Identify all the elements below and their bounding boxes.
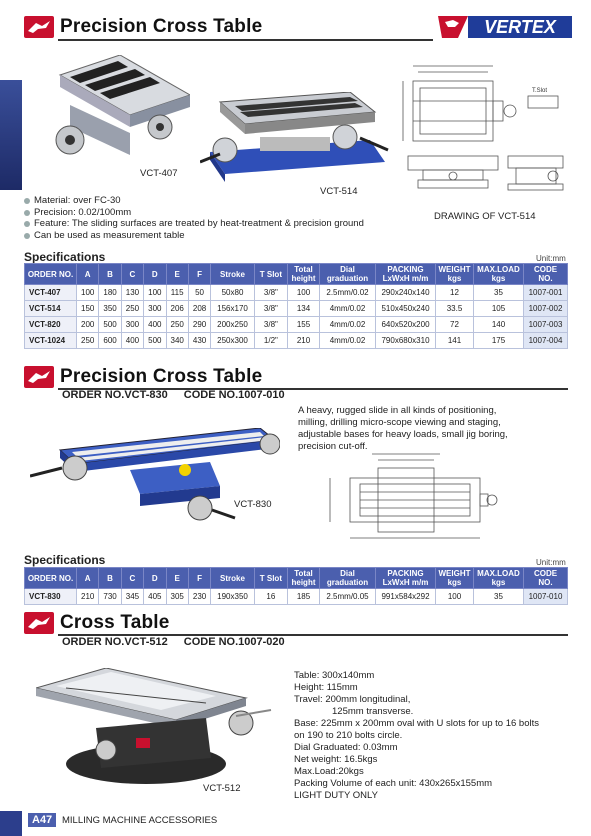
col-tslot: T Slot xyxy=(254,264,287,285)
vct-512-caption: VCT-512 xyxy=(203,783,241,794)
spec-line: Dial Graduated: 0.03mm xyxy=(294,742,398,753)
cell: VCT-830 xyxy=(25,589,77,605)
cell: 290x240x140 xyxy=(376,285,436,301)
cell: 4mm/0.02 xyxy=(320,301,376,317)
cell: 2.5mm/0.05 xyxy=(320,589,376,605)
cell: 12 xyxy=(436,285,474,301)
spec-line: LIGHT DUTY ONLY xyxy=(294,790,378,801)
cell: VCT-514 xyxy=(25,301,77,317)
cell: 130 xyxy=(121,285,143,301)
cell: 1007-003 xyxy=(524,317,568,333)
cell: 4mm/0.02 xyxy=(320,333,376,349)
col-c: C xyxy=(121,568,143,589)
cell: 180 xyxy=(99,285,121,301)
page-number: A47 xyxy=(28,813,56,827)
cell: 50x80 xyxy=(211,285,255,301)
code-no: CODE NO.1007-010 xyxy=(183,389,285,401)
page-footer xyxy=(0,811,591,836)
cell: VCT-407 xyxy=(25,285,77,301)
cell: 200x250 xyxy=(211,317,255,333)
spec-line: Base: 225mm x 200mm oval with U slots for up to 16 bolts xyxy=(294,718,539,729)
col-a: A xyxy=(77,568,99,589)
cell: 105 xyxy=(474,301,524,317)
cell: 730 xyxy=(99,589,121,605)
cell: 405 xyxy=(144,589,166,605)
cell: 208 xyxy=(188,301,210,317)
spec-line: Travel: 200mm longitudinal, xyxy=(294,694,411,705)
vct-512-image xyxy=(36,668,276,788)
cell: 250x300 xyxy=(211,333,255,349)
cell: 190x350 xyxy=(211,589,255,605)
col-order: ORDER NO. xyxy=(25,264,77,285)
cell: 210 xyxy=(288,333,320,349)
side-tab xyxy=(0,80,22,190)
col-b: B xyxy=(99,568,121,589)
col-dial: Dial graduation xyxy=(320,264,376,285)
cell: 345 xyxy=(121,589,143,605)
vct-407-caption: VCT-407 xyxy=(140,168,178,179)
cell: 230 xyxy=(188,589,210,605)
cell: 790x680x310 xyxy=(376,333,436,349)
cell: 250 xyxy=(121,301,143,317)
order-line-2 xyxy=(62,389,301,401)
cell: 400 xyxy=(121,333,143,349)
col-code: CODE NO. xyxy=(524,568,568,589)
cell: 100 xyxy=(144,285,166,301)
col-stroke: Stroke xyxy=(211,264,255,285)
section3-title: Cross Table xyxy=(60,612,170,633)
feature-item: Precision: 0.02/100mm xyxy=(24,207,364,219)
cell: 2.5mm/0.02 xyxy=(320,285,376,301)
cell: 250 xyxy=(166,317,188,333)
col-height: Total height xyxy=(288,568,320,589)
cell: 250 xyxy=(77,333,99,349)
cell: 185 xyxy=(288,589,320,605)
cell: 430 xyxy=(188,333,210,349)
feature-item: Feature: The sliding surfaces are treated by heat-treatment & precision ground xyxy=(24,218,364,230)
spec-line: Packing Volume of each unit: 430x265x155mm xyxy=(294,778,493,789)
cell: 1007-001 xyxy=(524,285,568,301)
section3-specs xyxy=(294,670,584,802)
cell: 600 xyxy=(99,333,121,349)
order-no: ORDER NO.VCT-830 xyxy=(62,389,168,401)
spec-line: Net weight: 16.5kgs xyxy=(294,754,378,765)
feature-item: Can be used as measurement table xyxy=(24,230,364,242)
table-row xyxy=(25,317,568,333)
col-weight: WEIGHT kgs xyxy=(436,264,474,285)
col-dial: Dial graduation xyxy=(320,568,376,589)
col-packing: PACKING LxWxH m/m xyxy=(376,568,436,589)
cell: 35 xyxy=(474,285,524,301)
eagle-logo-icon xyxy=(24,612,54,634)
cell: 156x170 xyxy=(211,301,255,317)
cell: 1007-004 xyxy=(524,333,568,349)
col-d: D xyxy=(144,568,166,589)
col-b: B xyxy=(99,264,121,285)
spec-title-2: Specifications xyxy=(24,553,106,567)
footer-text: MILLING MACHINE ACCESSORIES xyxy=(62,815,218,826)
drawing-vct-514 xyxy=(398,56,578,206)
drawing-vct-830 xyxy=(320,450,500,546)
order-no: ORDER NO.VCT-512 xyxy=(62,636,168,648)
vct-514-caption: VCT-514 xyxy=(320,186,358,197)
feature-list xyxy=(24,195,364,241)
eagle-logo-icon xyxy=(24,366,54,388)
table-row xyxy=(25,333,568,349)
cell: 991x584x292 xyxy=(376,589,436,605)
cell: 35 xyxy=(474,589,524,605)
cell: 350 xyxy=(99,301,121,317)
cell: 155 xyxy=(288,317,320,333)
cell: 4mm/0.02 xyxy=(320,317,376,333)
vct-514-image xyxy=(200,92,390,192)
col-weight: WEIGHT kgs xyxy=(436,568,474,589)
cell: 141 xyxy=(436,333,474,349)
col-f: F xyxy=(188,568,210,589)
brand-text: VERTEX xyxy=(484,17,556,37)
cell: 33.5 xyxy=(436,301,474,317)
eagle-logo-icon xyxy=(24,16,54,38)
col-c: C xyxy=(121,264,143,285)
cell: 175 xyxy=(474,333,524,349)
cell: 400 xyxy=(144,317,166,333)
spec-table-1 xyxy=(24,263,568,349)
cell: 200 xyxy=(77,317,99,333)
cell: 340 xyxy=(166,333,188,349)
cell: 50 xyxy=(188,285,210,301)
cell: 500 xyxy=(99,317,121,333)
cell: 206 xyxy=(166,301,188,317)
cell: 150 xyxy=(77,301,99,317)
col-packing: PACKING LxWxH m/m xyxy=(376,264,436,285)
spec-line: on 190 to 210 bolts circle. xyxy=(294,730,403,741)
order-line-3 xyxy=(62,636,301,648)
spec-line: Height: 115mm xyxy=(294,682,358,693)
unit-label-1: Unit:mm xyxy=(536,254,566,263)
col-stroke: Stroke xyxy=(211,568,255,589)
code-no: CODE NO.1007-020 xyxy=(183,636,285,648)
spec-line: 125mm transverse. xyxy=(332,706,414,717)
section1-title: Precision Cross Table xyxy=(60,16,263,37)
cell: 510x450x240 xyxy=(376,301,436,317)
cell: 16 xyxy=(254,589,287,605)
col-maxload: MAX.LOAD kgs xyxy=(474,264,524,285)
cell: 210 xyxy=(77,589,99,605)
table-row xyxy=(25,301,568,317)
cell: 3/8" xyxy=(254,285,287,301)
cell: 300 xyxy=(144,301,166,317)
feature-item: Material: over FC-30 xyxy=(24,195,364,207)
cell: 100 xyxy=(436,589,474,605)
spec-table-2 xyxy=(24,567,568,605)
cell: 1007-002 xyxy=(524,301,568,317)
divider xyxy=(58,39,433,41)
cell: VCT-820 xyxy=(25,317,77,333)
col-d: D xyxy=(144,264,166,285)
col-a: A xyxy=(77,264,99,285)
drawing-caption: DRAWING OF VCT-514 xyxy=(434,211,536,222)
table-header-row xyxy=(25,568,568,589)
cell: 500 xyxy=(144,333,166,349)
col-tslot: T Slot xyxy=(254,568,287,589)
cell: 3/8" xyxy=(254,317,287,333)
cell: VCT-1024 xyxy=(25,333,77,349)
t-slot-label: T.Slot xyxy=(532,88,548,94)
col-f: F xyxy=(188,264,210,285)
cell: 1007-010 xyxy=(524,589,568,605)
cell: 290 xyxy=(188,317,210,333)
cell: 100 xyxy=(288,285,320,301)
col-code: CODE NO. xyxy=(524,264,568,285)
cell: 100 xyxy=(77,285,99,301)
table-row xyxy=(25,589,568,605)
cell: 640x520x200 xyxy=(376,317,436,333)
cell: 3/8" xyxy=(254,301,287,317)
cell: 115 xyxy=(166,285,188,301)
table-header-row xyxy=(25,264,568,285)
vertex-brand-logo xyxy=(438,14,574,40)
spec-title-1: Specifications xyxy=(24,250,106,264)
footer-side-tab xyxy=(0,811,22,836)
cell: 134 xyxy=(288,301,320,317)
table-row xyxy=(25,285,568,301)
section2-title: Precision Cross Table xyxy=(60,366,263,387)
col-e: E xyxy=(166,568,188,589)
col-order: ORDER NO. xyxy=(25,568,77,589)
col-height: Total height xyxy=(288,264,320,285)
vct-830-caption: VCT-830 xyxy=(234,499,272,510)
spec-line: Max.Load:20kgs xyxy=(294,766,364,777)
col-e: E xyxy=(166,264,188,285)
vct-407-image xyxy=(40,55,190,170)
unit-label-2: Unit:mm xyxy=(536,558,566,567)
spec-line: Table: 300x140mm xyxy=(294,670,375,681)
section2-description: A heavy, rugged slide in all kinds of positioning, milling, drilling micro-scope viewing and staging, adjustable bases for heavy loads, small jig boring, precision cut-off. xyxy=(298,405,508,452)
cell: 305 xyxy=(166,589,188,605)
col-maxload: MAX.LOAD kgs xyxy=(474,568,524,589)
cell: 140 xyxy=(474,317,524,333)
cell: 72 xyxy=(436,317,474,333)
cell: 300 xyxy=(121,317,143,333)
cell: 1/2" xyxy=(254,333,287,349)
